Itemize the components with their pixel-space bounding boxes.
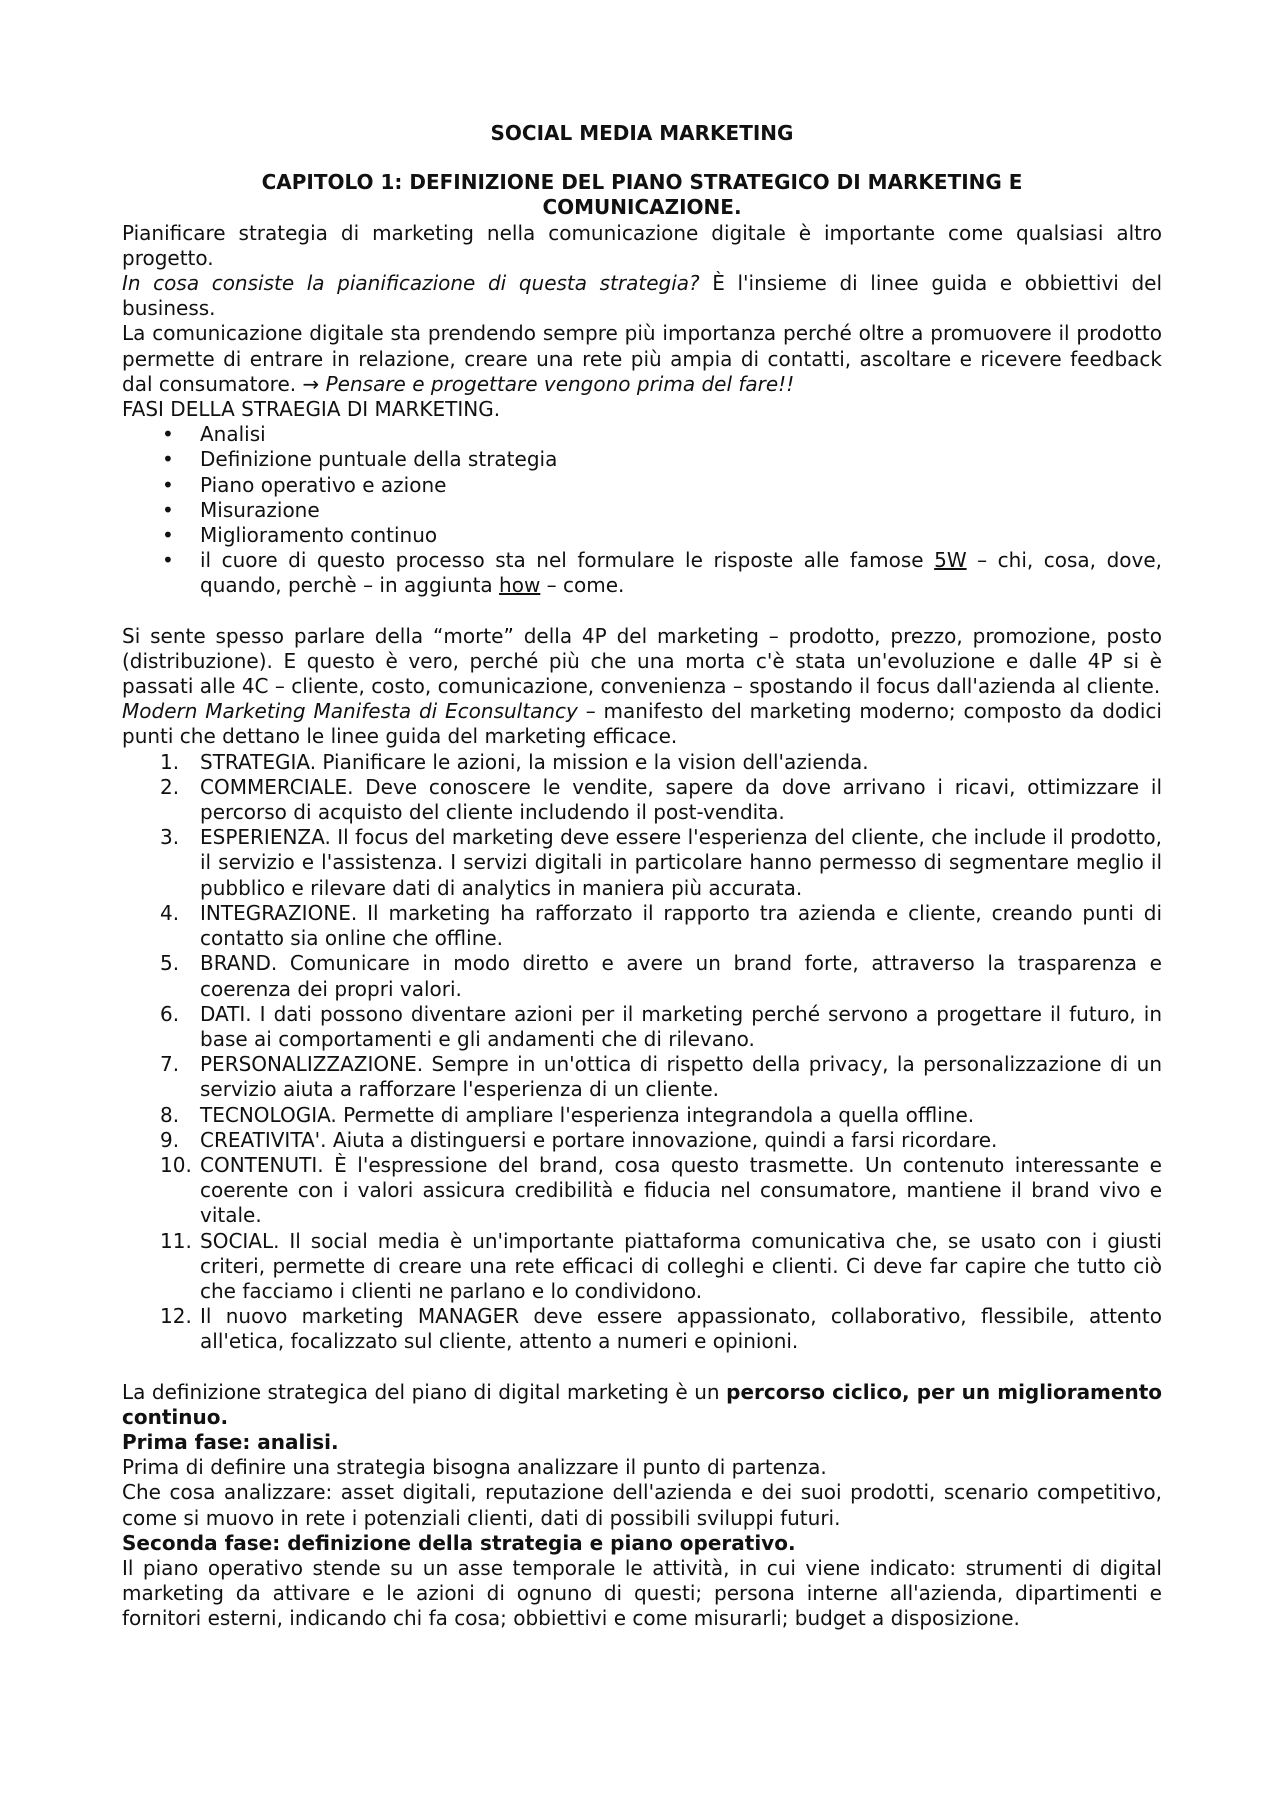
manifesto-paragraph: Modern Marketing Manifesta di Econsultancy – manifesto del marketing moderno; composto da dodici punti che dettano le linee guida del marketing efficace.	[122, 699, 1162, 749]
list-item: 8. TECNOLOGIA. Permette di ampliare l'esperienza integrandola a quella offline.	[160, 1102, 975, 1127]
list-item: 12. Il nuovo marketing MANAGER deve essere appassionato, collaborativo, flessibile, attento all'etica, focalizzato sul cliente, attento a numeri e opinioni.	[160, 1304, 1162, 1354]
spacer	[122, 1355, 1162, 1380]
4p-paragraph: Si sente spesso parlare della “morte” della 4P del marketing – prodotto, prezzo, promozione, posto (distribuzione). E questo è vero, perché più che una morta c'è stata un'evoluzione e dalle 4P si è passati alle 4C – cliente, costo, comunicazione, convenienza – spostando il focus dall'azienda al cliente.	[122, 623, 1162, 699]
phases-heading: FASI DELLA STRAEGIA DI MARKETING.	[122, 397, 501, 422]
phase1-analysis-paragraph: Che cosa analizzare: asset digitali, reputazione dell'azienda e dei suoi prodotti, scenario competitivo, come si muovo in rete i potenziali clienti, dati di possibili sviluppi futuri.	[122, 1480, 1162, 1530]
phase1-heading: Prima fase: analisi.	[122, 1429, 339, 1454]
list-item: 9. CREATIVITA'. Aiuta a distinguersi e portare innovazione, quindi a farsi ricordare.	[160, 1127, 998, 1152]
definition-answer: È l'insieme di linee guida e obbiettivi del business.	[122, 271, 1162, 321]
list-item: 6. DATI. I dati possono diventare azioni per il marketing perché servono a progettare il futuro, in base ai comportamenti e gli andamenti che di rilevano.	[160, 1001, 1162, 1051]
manifesto-title: Modern Marketing Manifesta di Econsultancy	[122, 699, 578, 724]
list-item: 4. INTEGRAZIONE. Il marketing ha rafforzato il rapporto tra azienda e cliente, creando punti di contatto sia online che offline.	[160, 900, 1162, 951]
phase1-paragraph: Prima di definire una strategia bisogna analizzare il punto di partenza.	[122, 1455, 827, 1480]
digital-communication-paragraph: La comunicazione digitale sta prendendo sempre più importanza perché oltre a promuovere il prodotto permette di entrare in relazione, creare una rete più ampia di contatti, ascoltare e ricevere feedback dal consumatore. → Pensare e progettare vengono prima del fare!!	[122, 321, 1162, 396]
list-item: 7. PERSONALIZZAZIONE. Sempre in un'ottica di rispetto della privacy, la personalizzazione di un servizio aiuta a rafforzare l'esperienza di un cliente.	[160, 1052, 1162, 1102]
motto: Pensare e progettare vengono prima del fare!!	[325, 371, 795, 396]
list-item: • Piano operativo e azione	[200, 473, 1162, 498]
list-item: • Analisi	[200, 422, 1162, 447]
cycle-paragraph: La definizione strategica del piano di digital marketing è un percorso ciclico, per un miglioramento continuo.	[122, 1379, 1163, 1429]
definition-paragraph	[122, 271, 1162, 321]
cycle-emphasis: percorso ciclico, per un miglioramento continuo.	[122, 1379, 1163, 1429]
5w-term: 5W	[934, 548, 967, 573]
list-item: 3. ESPERIENZA. Il focus del marketing deve essere l'esperienza del cliente, che include il prodotto, il servizio e l'assistenza. I servizi digitali in particolare hanno permesso di segmentare meglio il pubblico e rilevare dati di analytics in maniera più accurata.	[160, 825, 1162, 900]
phase2-heading: Seconda fase: definizione della strategia e piano operativo.	[122, 1530, 796, 1555]
manifesto-list	[122, 750, 1162, 1355]
list-item: • Definizione puntuale della strategia	[200, 447, 1162, 472]
how-term: how	[499, 573, 541, 598]
list-item: • Miglioramento continuo	[200, 523, 1162, 548]
list-item: 5. BRAND. Comunicare in modo diretto e avere un brand forte, attraverso la trasparenza e coerenza dei propri valori.	[160, 951, 1162, 1001]
list-item: 10. CONTENUTI. È l'espressione del brand, cosa questo trasmette. Un contenuto interessante e coerente con i valori assicura credibilità e fiducia nel consumatore, mantiene il brand vivo e vitale.	[160, 1152, 1162, 1228]
intro-paragraph: Pianificare strategia di marketing nella comunicazione digitale è importante come qualsiasi altro progetto.	[122, 220, 1162, 270]
list-item: • il cuore di questo processo sta nel formulare le risposte alle famose 5W – chi, cosa, dove, quando, perchè – in aggiunta how – come.	[200, 548, 1162, 598]
phase2-paragraph: Il piano operativo stende su un asse temporale le attività, in cui viene indicato: strumenti di digital marketing da attivare e le azioni di ognuno di questi; persona interne all'azienda, dipartimenti e fornitori esterni, indicando chi fa cosa; obbiettivi e come misurarli; budget a disposizione.	[122, 1555, 1162, 1631]
definition-question: In cosa consiste la pianificazione di questa strategia?	[122, 271, 700, 296]
phases-list	[122, 422, 1162, 598]
list-item: • Misurazione	[200, 498, 1162, 523]
spacer	[122, 599, 1162, 624]
list-item: 11. SOCIAL. Il social media è un'importante piattaforma comunicativa che, se usato con i giusti criteri, permette di creare una rete efficaci di colleghi e clienti. Ci deve far capire che tutto ciò che facciamo i clienti ne parlano e lo condividono.	[160, 1228, 1162, 1303]
list-item: 2. COMMERCIALE. Deve conoscere le vendite, sapere da dove arrivano i ricavi, ottimizzare il percorso di acquisto del cliente includendo il post-vendita.	[160, 774, 1162, 825]
document-title: SOCIAL MEDIA MARKETING	[490, 121, 794, 145]
chapter-heading: CAPITOLO 1: DEFINIZIONE DEL PIANO STRATEGICO DI MARKETING E COMUNICAZIONE.	[261, 170, 1023, 220]
list-item: 1. STRATEGIA. Pianificare le azioni, la mission e la vision dell'azienda.	[160, 749, 869, 774]
